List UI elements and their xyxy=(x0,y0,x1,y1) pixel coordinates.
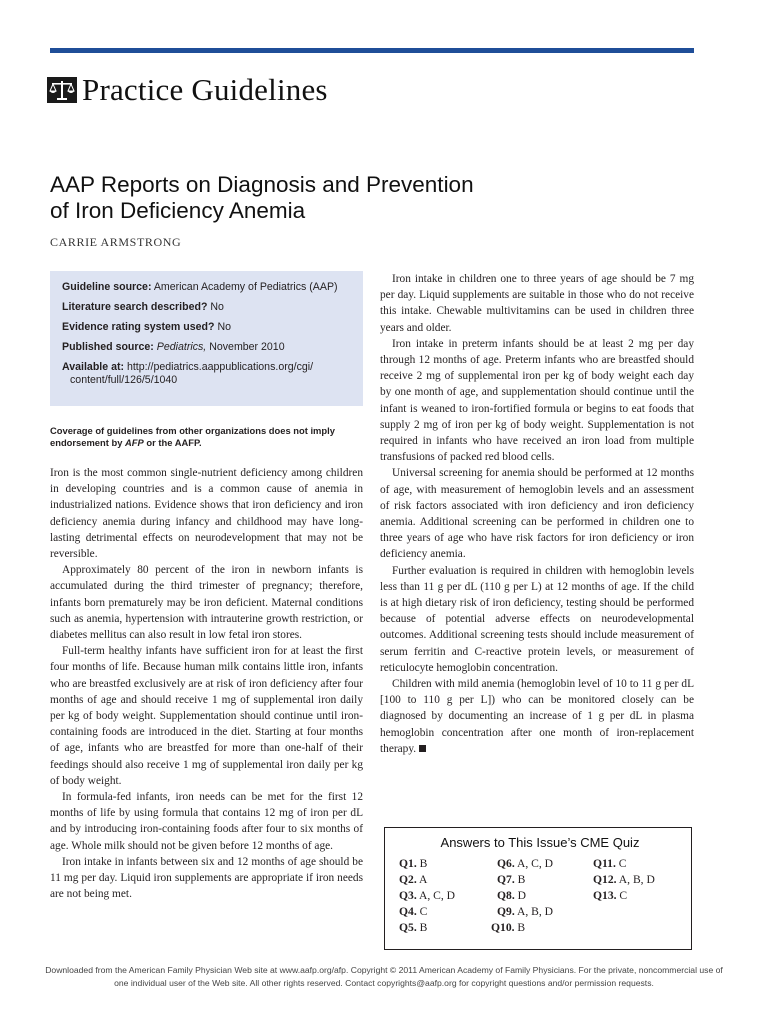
right-column-body xyxy=(380,271,694,757)
article-title xyxy=(50,172,610,224)
cme-quiz-answers-box xyxy=(384,827,692,950)
published-source-label: Published source: xyxy=(62,341,154,353)
guideline-info-box xyxy=(50,271,363,406)
body-paragraph: Approximately 80 percent of the iron in newborn infants is accumulated during the third trimester of pregnancy; therefore, infants born prematurely may be iron deficient. Maternal conditions such as anemia, hypertension with intrauterine growth restriction, or diabetes mellitus can also result in low fetal iron stores. xyxy=(50,564,363,642)
left-column-body xyxy=(50,465,363,902)
scales-of-justice-icon xyxy=(47,77,77,103)
body-paragraph: In formula-fed infants, iron needs can be met for the first 12 months of life by using formula that contains 12 mg of iron per dL and by introducing iron-containing foods after four to six months of age. Whole milk should not be given before 12 months of age. xyxy=(50,791,363,852)
available-url-line-1[interactable]: http://pediatrics.aappublications.org/cgi/ xyxy=(126,361,314,373)
disclaimer-text-1: Coverage of guidelines from other organizations does not imply endorsement by xyxy=(50,425,335,448)
available-at-row xyxy=(62,361,351,387)
body-paragraph: Universal screening for anemia should be performed at 12 months of age, with measurement of hemoglobin levels and an assessment of risk factors associated with iron deficiency and iron deficiency anemia. Additional screening can be performed in children one to three years of age who have risk factors for iron deficiency or iron deficiency anemia. xyxy=(380,467,694,561)
quiz-title: Answers to This Issue’s CME Quiz xyxy=(440,835,640,850)
quiz-answer: Q4. C xyxy=(399,905,428,918)
disclaimer-afp: AFP xyxy=(125,437,144,448)
evidence-rating-row xyxy=(62,321,351,334)
literature-search-label: Literature search described? xyxy=(62,301,208,313)
copyright-footer xyxy=(40,964,728,990)
quiz-answer: Q3. A, C, D xyxy=(399,889,456,902)
quiz-answer: Q8. D xyxy=(497,889,526,902)
guideline-source-label: Guideline source: xyxy=(62,281,152,293)
article-title-line-2: of Iron Deficiency Anemia xyxy=(50,198,306,223)
quiz-column-3 xyxy=(593,856,655,904)
quiz-column-2 xyxy=(491,856,554,936)
disclaimer-text-2: or the AAFP. xyxy=(146,437,202,448)
quiz-answer: Q5. B xyxy=(399,921,428,934)
quiz-answer: Q2. A xyxy=(399,873,428,886)
body-paragraph-last xyxy=(380,676,694,757)
footer-line-2: one individual user of the Web site. All other rights reserved. Contact copyrights@aafp.org for copyright questions and/or permission requests. xyxy=(114,978,654,988)
body-paragraph: Iron intake in infants between six and 12 months of age should be 11 mg per day. Liquid iron supplements are appropriate if iron needs are not being met. xyxy=(50,855,363,901)
body-paragraph: Iron intake in preterm infants should be at least 2 mg per day through 12 months of age. Preterm infants who are breastfed should receive 2 mg of supplemental iron per kg of body weight each day by one month of age, and supplementation should continue until the infant is weaned to iron-fortified formula or begins to eat foods that supply 2 mg of iron per kg of body weight. Supplementation is not required in infants who have received an iron load from multiple transfusions of packed red blood cells. xyxy=(380,337,694,464)
evidence-rating-label: Evidence rating system used? xyxy=(62,321,215,333)
quiz-answer: Q10. B xyxy=(491,921,526,934)
body-paragraph: Iron intake in children one to three years of age should be 7 mg per day. Liquid supplements are suitable in those who do not receive this intake. Chewable multivitamins can be used in children three years and older. xyxy=(380,273,694,334)
section-header xyxy=(47,70,328,110)
available-at-label: Available at: xyxy=(62,361,125,373)
quiz-answer: Q6. A, C, D xyxy=(497,857,554,870)
guideline-source-value: American Academy of Pediatrics (AAP) xyxy=(153,281,338,293)
quiz-answer: Q12. A, B, D xyxy=(593,873,655,886)
published-journal: Pediatrics, xyxy=(156,341,207,353)
quiz-answer: Q9. A, B, D xyxy=(497,905,554,918)
body-paragraph: Full-term healthy infants have sufficient iron for at least the first four months of life. Because human milk contains little iron, infants who are breastfed exclusively are at risk of iron deficiency after four months of age and should receive 1 mg of supplemental iron daily per kg of body weight. Supplementation should continue until iron-containing foods are introduced in the diet. Starting at four months of age, infants who are breastfed for more than one-half of their feedings should also receive 1 mg of supplemental iron daily per kg of body weight. xyxy=(50,645,363,787)
literature-search-row xyxy=(62,301,351,314)
evidence-rating-value: No xyxy=(217,321,231,333)
quiz-answer: Q11. C xyxy=(593,857,627,870)
quiz-answer: Q13. C xyxy=(593,889,628,902)
body-paragraph: Iron is the most common single-nutrient deficiency among children in developing countries and is a common cause of anemia in industrialized nations. Evidence shows that iron deficiency and iron deficiency anemia during infancy and childhood may have long-lasting detrimental effects on neurodevelopment that may not be reversible. xyxy=(50,467,363,561)
author-byline: CARRIE ARMSTRONG xyxy=(50,235,182,249)
last-paragraph-text: Children with mild anemia (hemoglobin level of 10 to 11 g per dL [100 to 110 g per L]) who can be monitored closely can be diagnosed by documenting an increase of 1 g per dL in plasma hemoglobin concentration after one month of iron-replacement therapy. xyxy=(380,678,694,755)
quiz-answer: Q7. B xyxy=(497,873,526,886)
top-rule xyxy=(50,48,694,53)
section-title: Practice Guidelines xyxy=(82,72,328,107)
available-url-line-2[interactable]: content/full/126/5/1040 xyxy=(70,374,178,386)
article-title-line-1: AAP Reports on Diagnosis and Prevention xyxy=(50,172,474,197)
published-source-row xyxy=(62,341,351,354)
body-paragraph: Further evaluation is required in children with hemoglobin levels less than 11 g per dL (110 g per L) at 12 months of age. If the child is at high dietary risk of iron deficiency, testing should be performed because of potential adverse effects on neurodevelopmental outcomes. Additional screening tests should include measurement of serum ferritin and C-reactive protein levels, or measurement of reticulocyte hemoglobin concentration. xyxy=(380,564,694,674)
published-date: November 2010 xyxy=(209,341,285,353)
coverage-disclaimer xyxy=(50,425,363,449)
end-of-article-icon xyxy=(419,745,426,752)
guideline-source-row xyxy=(62,281,351,294)
footer-line-1: Downloaded from the American Family Physician Web site at www.aafp.org/afp. Copyright © 2011 American Academy of Family Physicians. For the private, noncommercial use of xyxy=(45,965,723,975)
literature-search-value: No xyxy=(210,301,224,313)
quiz-column-1 xyxy=(399,856,455,936)
quiz-answers-grid xyxy=(399,856,681,936)
quiz-answer: Q1. B xyxy=(399,857,428,870)
